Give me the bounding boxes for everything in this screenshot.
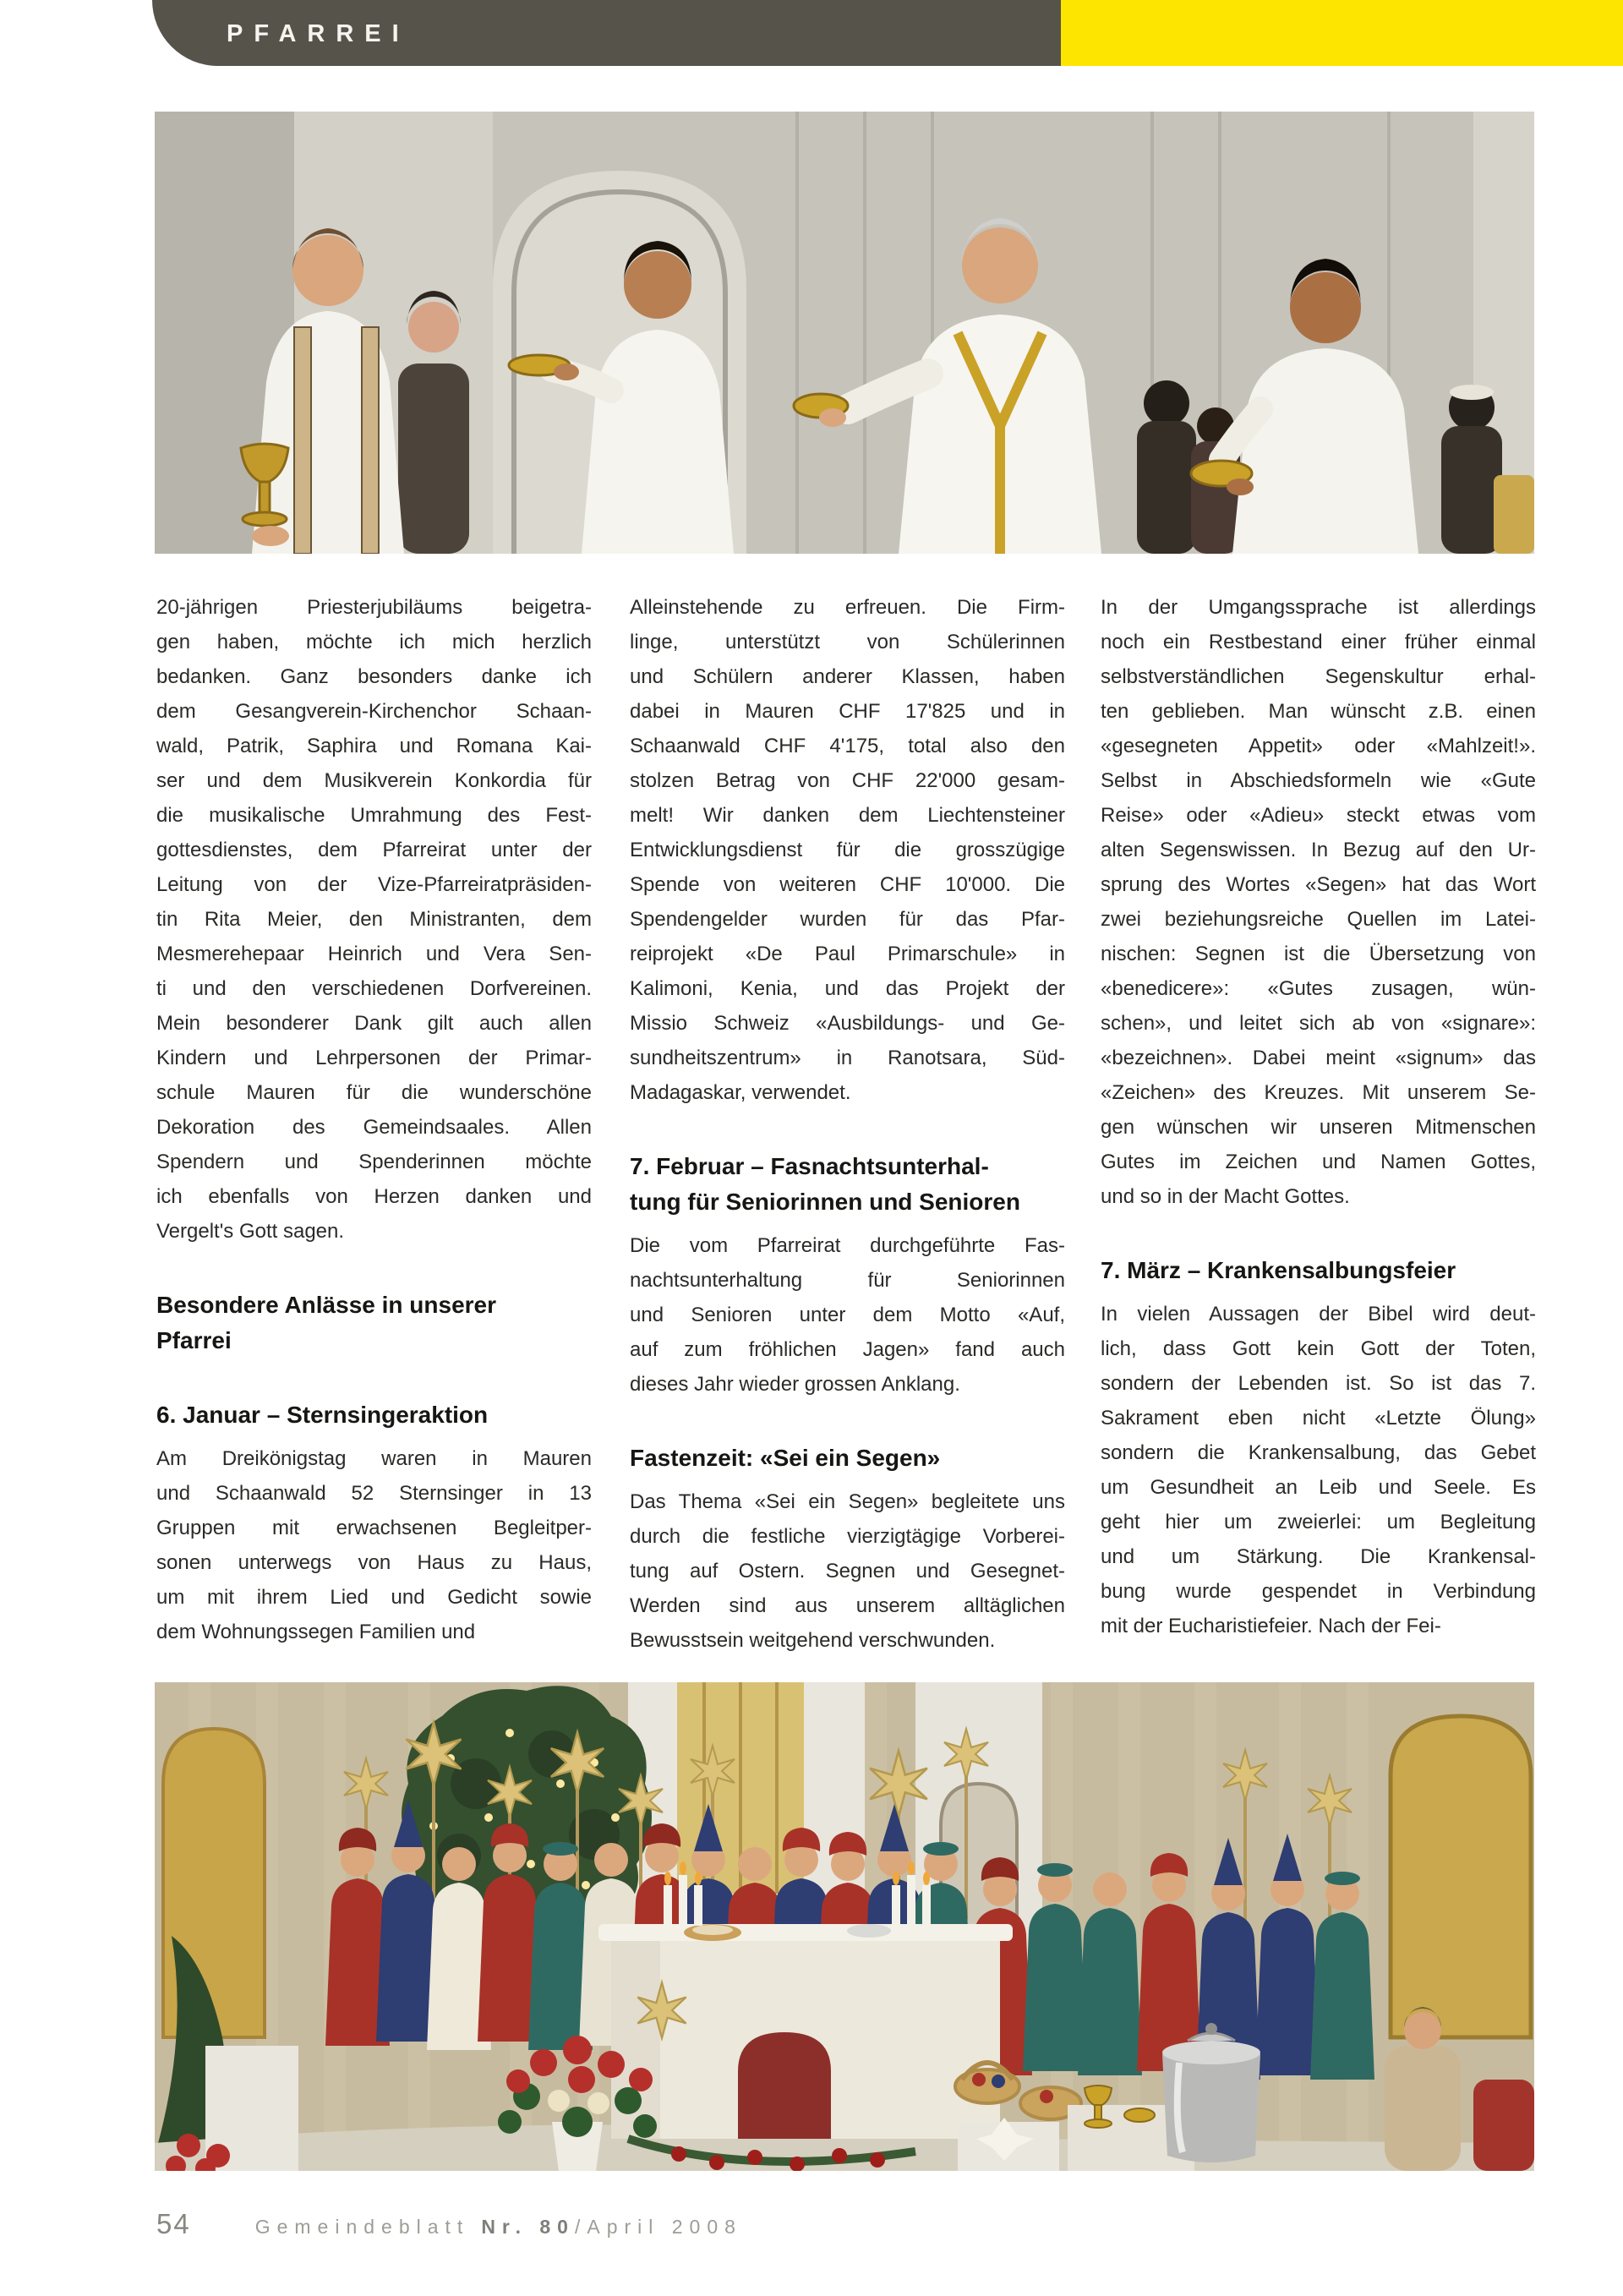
heading-line: Pfarrei: [156, 1327, 232, 1353]
text-line: gottesdienstes, dem Pfarreirat unter der: [156, 839, 592, 861]
text-column-1: [156, 590, 592, 1649]
text-line: In vielen Aussagen der Bibel wird deut-: [1101, 1303, 1536, 1326]
text-line: mit der Eucharistiefeier. Nach der Fei-: [1101, 1615, 1441, 1637]
text-line: Sakrament eben nicht «Letzte Ölung»: [1101, 1407, 1536, 1430]
text-line: auf zum fröhlichen Jagen» fand auch: [630, 1338, 1065, 1361]
text-line: bung wurde gespendet in Verbindung: [1101, 1580, 1536, 1603]
text-line: Schaanwald CHF 4'175, total also den: [630, 735, 1065, 757]
text-line: nischen: Segnen ist die Übersetzung von: [1101, 943, 1536, 965]
body-paragraph: [1101, 1297, 1536, 1643]
text-line: schen», und leitet sich ab von «signare»:: [1101, 1012, 1536, 1035]
header-accent-bar: [1061, 0, 1623, 66]
text-line: lich, dass Gott kein Gott der Toten,: [1101, 1337, 1536, 1360]
section-label: PFARREI: [227, 20, 410, 47]
text-line: bedanken. Ganz besonders danke ich: [156, 665, 592, 688]
text-line: ten geblieben. Man wünscht z.B. einen: [1101, 700, 1536, 723]
text-line: tin Rita Meier, den Ministranten, dem: [156, 908, 592, 931]
text-line: Spendern und Spenderinnen möchte: [156, 1151, 592, 1173]
text-line: Spende von weiteren CHF 10'000. Die: [630, 873, 1065, 896]
text-line: ich ebenfalls von Herzen danken und: [156, 1185, 592, 1208]
text-line: sonen unterwegs von Haus zu Haus,: [156, 1551, 592, 1574]
body-paragraph: [630, 1484, 1065, 1658]
text-line: geht hier um zweierlei: um Begleitung: [1101, 1511, 1536, 1533]
text-line: Dekoration des Gemeindsaales. Allen: [156, 1116, 592, 1139]
text-line: die musikalische Umrahmung des Fest-: [156, 804, 592, 827]
text-line: Madagaskar, verwendet.: [630, 1081, 851, 1104]
text-line: dem Wohnungssegen Familien und: [156, 1621, 476, 1643]
text-line: melt! Wir danken dem Liechtensteiner: [630, 804, 1065, 827]
text-line: und Senioren unter dem Motto «Auf,: [630, 1304, 1065, 1326]
text-line: Vergelt's Gott sagen.: [156, 1220, 345, 1243]
heading-line: 7. März – Krankensalbungsfeier: [1101, 1257, 1456, 1283]
text-line: In der Umgangssprache ist allerdings: [1101, 596, 1536, 619]
body-paragraph: [630, 1228, 1065, 1402]
photo-communion-priests: [155, 112, 1534, 554]
text-line: Kindern und Lehrpersonen der Primar-: [156, 1047, 592, 1069]
text-line: Spendengelder wurden für das Pfar-: [630, 908, 1065, 931]
text-line: und Schülern anderer Klassen, haben: [630, 665, 1065, 688]
text-line: Das Thema «Sei ein Segen» begleitete uns: [630, 1490, 1065, 1513]
text-line: wald, Patrik, Saphira und Romana Kai-: [156, 735, 592, 757]
text-line: um mit ihrem Lied und Gedicht sowie: [156, 1586, 592, 1609]
text-line: gen wünschen wir unseren Mitmenschen: [1101, 1116, 1536, 1139]
text-line: tung auf Ostern. Segnen und Gesegnet-: [630, 1560, 1065, 1583]
text-line: schule Mauren für die wunderschöne: [156, 1081, 592, 1104]
text-line: dabei in Mauren CHF 17'825 und in: [630, 700, 1065, 723]
gold-arch-right: [1391, 1716, 1531, 2037]
text-line: «Zeichen» des Kreuzes. Mit unserem Se-: [1101, 1081, 1536, 1104]
text-line: stolzen Betrag von CHF 22'000 gesam-: [630, 769, 1065, 792]
text-line: durch die festliche vierzigtägige Vorberei-: [630, 1525, 1065, 1548]
body-paragraph: [630, 590, 1065, 1110]
issue-number: Nr. 80: [481, 2216, 575, 2238]
publication-name: Gemeindeblatt: [254, 2216, 470, 2238]
section-heading: [156, 1397, 592, 1433]
text-line: um Gesundheit an Leib und Seele. Es: [1101, 1476, 1536, 1499]
text-column-2: [630, 590, 1065, 1658]
section-tab: [152, 0, 1061, 66]
text-line: Werden sind aus unserem alltäglichen: [630, 1594, 1065, 1617]
text-line: «benedicere»: «Gutes zusagen, wün-: [1101, 977, 1536, 1000]
photo-sternsinger-group: [155, 1682, 1534, 2171]
text-line: sundheitszentrum» in Ranotsara, Süd-: [630, 1047, 1065, 1069]
text-line: gen haben, möchte ich mich herzlich: [156, 631, 592, 653]
text-line: «bezeichnen». Dabei meint «signum» das: [1101, 1047, 1536, 1069]
text-line: ser und dem Musikverein Konkordia für: [156, 769, 592, 792]
text-line: selbstverständlichen Segenskultur erhal-: [1101, 665, 1536, 688]
page-number: 54: [156, 2208, 191, 2239]
section-heading: [630, 1440, 1065, 1476]
text-line: Die vom Pfarreirat durchgeführte Fas-: [630, 1234, 1065, 1257]
text-line: sprung des Wortes «Segen» hat das Wort: [1101, 873, 1536, 896]
text-line: «gesegneten Appetit» oder «Mahlzeit!».: [1101, 735, 1536, 757]
section-heading: [630, 1149, 1065, 1220]
text-line: Selbst in Abschiedsformeln wie «Gute: [1101, 769, 1536, 792]
text-line: Missio Schweiz «Ausbildungs- und Ge-: [630, 1012, 1065, 1035]
body-paragraph: [156, 1441, 592, 1649]
heading-line: 6. Januar – Sternsingeraktion: [156, 1402, 489, 1428]
body-paragraph: [156, 590, 592, 1249]
section-heading: [1101, 1253, 1536, 1288]
page-footer: [156, 2208, 742, 2240]
text-line: Bewusstsein weitgehend verschwunden.: [630, 1629, 996, 1652]
text-line: alten Segenswissen. In Bezug auf den Ur-: [1101, 839, 1536, 861]
text-column-3: [1101, 590, 1536, 1643]
text-line: linge, unterstützt von Schülerinnen: [630, 631, 1065, 653]
woman-figure: [398, 291, 469, 554]
text-line: dieses Jahr wieder grossen Anklang.: [630, 1373, 960, 1396]
text-line: sondern der Lebenden ist. So ist das 7.: [1101, 1372, 1536, 1395]
issue-date: /April 2008: [574, 2216, 742, 2238]
text-line: Am Dreikönigstag waren in Mauren: [156, 1447, 592, 1470]
text-line: Reise» oder «Adieu» steckt etwas vom: [1101, 804, 1536, 827]
text-line: reiprojekt «De Paul Primarschule» in: [630, 943, 1065, 965]
altar: [598, 1924, 1013, 2139]
text-line: Entwicklungsdienst für die grosszügige: [630, 839, 1065, 861]
text-line: Kalimoni, Kenia, und das Projekt der: [630, 977, 1065, 1000]
text-line: Gutes im Zeichen und Namen Gottes,: [1101, 1151, 1536, 1173]
body-paragraph: [1101, 590, 1536, 1214]
text-line: und um Stärkung. Die Krankensal-: [1101, 1545, 1536, 1568]
heading-line: tung für Seniorinnen und Senioren: [630, 1189, 1020, 1215]
text-line: sondern die Krankensalbung, das Gebet: [1101, 1441, 1536, 1464]
heading-line: Fastenzeit: «Sei ein Segen»: [630, 1445, 941, 1471]
text-line: Mesmerehepaar Heinrich und Vera Sen-: [156, 943, 592, 965]
heading-line: 7. Februar – Fasnachtsunterhal-: [630, 1153, 989, 1179]
text-line: dem Gesangverein-Kirchenchor Schaan-: [156, 700, 592, 723]
text-line: Leitung von der Vize-Pfarreiratpräsiden-: [156, 873, 592, 896]
text-line: und so in der Macht Gottes.: [1101, 1185, 1350, 1208]
section-heading: [156, 1287, 592, 1358]
text-line: 20-jährigen Priesterjubiläums beigetra-: [156, 596, 592, 619]
heading-line: Besondere Anlässe in unserer: [156, 1292, 497, 1318]
text-line: und Schaanwald 52 Sternsinger in 13: [156, 1482, 592, 1505]
text-line: Alleinstehende zu erfreuen. Die Firm-: [630, 596, 1065, 619]
text-line: Gruppen mit erwachsenen Begleitper-: [156, 1517, 592, 1539]
text-line: ti und den verschiedenen Dorfvereinen.: [156, 977, 592, 1000]
text-line: Mein besonderer Dank gilt auch allen: [156, 1012, 592, 1035]
text-line: noch ein Restbestand einer früher einmal: [1101, 631, 1536, 653]
text-line: nachtsunterhaltung für Seniorinnen: [630, 1269, 1065, 1292]
text-line: zwei beziehungsreiche Quellen im Latei-: [1101, 908, 1536, 931]
